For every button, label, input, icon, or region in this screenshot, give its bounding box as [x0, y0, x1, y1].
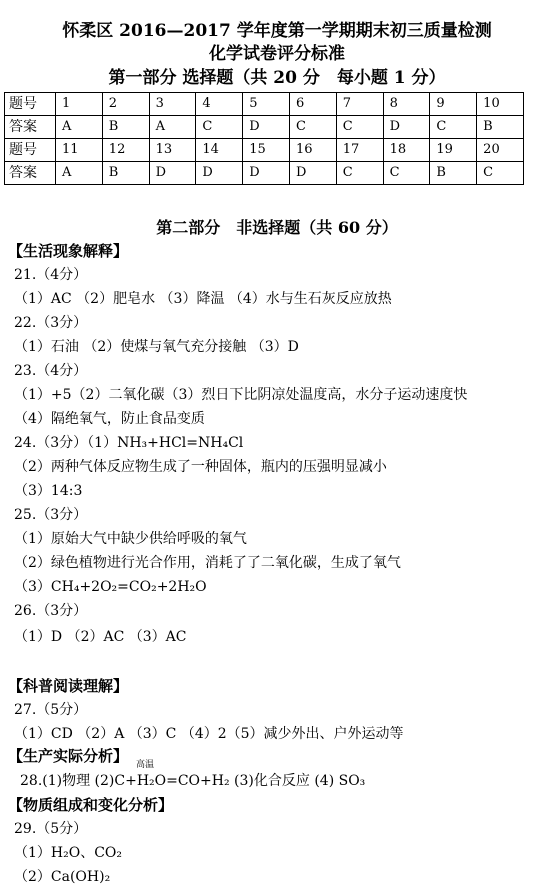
question-25-answer-2: （2）绿色植物进行光合作用，消耗了了二氧化碳，生成了氧气	[14, 555, 401, 571]
question-28-answer: 28.(1)物理 (2)C+H₂O=CO+H₂ (3)化合反应 (4) SO₃	[20, 773, 366, 789]
question-number: 10	[477, 93, 524, 116]
answer-cell: C	[430, 116, 477, 139]
table-row	[5, 116, 524, 139]
question-number: 13	[149, 139, 196, 162]
answer-cell: D	[383, 116, 430, 139]
row-header: 题号	[5, 139, 56, 162]
answer-cell: C	[336, 162, 383, 185]
choice-answer-table	[4, 92, 524, 185]
answer-cell: D	[289, 162, 336, 185]
doc-subtitle: 化学试卷评分标准	[209, 44, 345, 64]
section-heading-reading: 【科普阅读理解】	[8, 677, 129, 695]
question-number: 4	[196, 93, 243, 116]
answer-cell: D	[149, 162, 196, 185]
answer-cell: A	[56, 162, 103, 185]
question-number: 8	[383, 93, 430, 116]
answer-cell: C	[336, 116, 383, 139]
row-header: 题号	[5, 93, 56, 116]
section-heading-life: 【生活现象解释】	[8, 242, 129, 260]
question-29-answer-2: （2）Ca(OH)₂	[14, 869, 111, 885]
answer-cell: A	[149, 116, 196, 139]
table-row	[5, 93, 524, 116]
answer-cell: C	[289, 116, 336, 139]
question-22-answer: （1）石油 （2）使煤与氧气充分接触 （3）D	[14, 339, 299, 355]
question-number: 19	[430, 139, 477, 162]
section-heading-production: 【生产实际分析】	[8, 747, 129, 765]
question-number: 15	[243, 139, 290, 162]
question-29-label: 29.（5分）	[14, 821, 88, 837]
question-22-label: 22.（3分）	[14, 315, 88, 331]
question-number: 16	[289, 139, 336, 162]
answer-cell: C	[383, 162, 430, 185]
question-number: 14	[196, 139, 243, 162]
row-header: 答案	[5, 162, 56, 185]
question-number: 12	[102, 139, 149, 162]
question-21-label: 21.（4分）	[14, 267, 88, 283]
doc-title: 怀柔区 2016—2017 学年度第一学期期末初三质量检测	[62, 21, 492, 41]
part1-title: 第一部分 选择题（共 20 分 每小题 1 分）	[108, 68, 446, 88]
question-number: 9	[430, 93, 477, 116]
answer-cell: A	[56, 116, 103, 139]
question-number: 6	[289, 93, 336, 116]
answer-cell: D	[243, 116, 290, 139]
question-27-answer: （1）CD （2）A （3）C （4）2（5）减少外出、户外运动等	[14, 726, 404, 742]
question-26-label: 26.（3分）	[14, 603, 88, 619]
question-number: 7	[336, 93, 383, 116]
question-27-label: 27.（5分）	[14, 702, 88, 718]
row-header: 答案	[5, 116, 56, 139]
answer-cell: B	[477, 116, 524, 139]
question-number: 3	[149, 93, 196, 116]
question-26-answer: （1）D （2）AC （3）AC	[14, 629, 187, 645]
answer-cell: B	[430, 162, 477, 185]
answer-cell: D	[196, 162, 243, 185]
part2-title: 第二部分 非选择题（共 60 分）	[156, 218, 398, 237]
question-29-answer-1: （1）H₂O、CO₂	[14, 845, 123, 861]
answer-cell: C	[477, 162, 524, 185]
answer-cell: D	[243, 162, 290, 185]
question-number: 17	[336, 139, 383, 162]
question-number: 1	[56, 93, 103, 116]
answer-cell: B	[102, 162, 149, 185]
question-number: 2	[102, 93, 149, 116]
question-25-label: 25.（3分）	[14, 507, 88, 523]
answer-cell: B	[102, 116, 149, 139]
question-number: 5	[243, 93, 290, 116]
answer-cell: C	[196, 116, 243, 139]
question-number: 20	[477, 139, 524, 162]
question-23-answer-1: （1）+5（2）二氧化碳（3）烈日下比阴凉处温度高，水分子运动速度快	[14, 387, 468, 403]
table-row	[5, 139, 524, 162]
question-21-answer: （1）AC （2）肥皂水 （3）降温 （4）水与生石灰反应放热	[14, 291, 392, 307]
question-25-answer-1: （1）原始大气中缺少供给呼吸的氧气	[14, 531, 247, 547]
question-24-answer-1: 24.（3分）（1）NH₃+HCl=NH₄Cl	[14, 435, 244, 451]
table-row	[5, 162, 524, 185]
question-24-answer-2: （2）两种气体反应物生成了一种固体，瓶内的压强明显减小	[14, 459, 387, 475]
question-number: 11	[56, 139, 103, 162]
question-25-answer-3: （3）CH₄+2O₂=CO₂+2H₂O	[14, 579, 207, 595]
question-23-label: 23.（4分）	[14, 363, 88, 379]
question-number: 18	[383, 139, 430, 162]
question-23-answer-2: （4）隔绝氧气，防止食品变质	[14, 411, 205, 427]
section-heading-composition: 【物质组成和变化分析】	[8, 796, 174, 814]
question-24-answer-3: （3）14:3	[14, 483, 83, 499]
reaction-condition: 高温	[136, 760, 155, 770]
